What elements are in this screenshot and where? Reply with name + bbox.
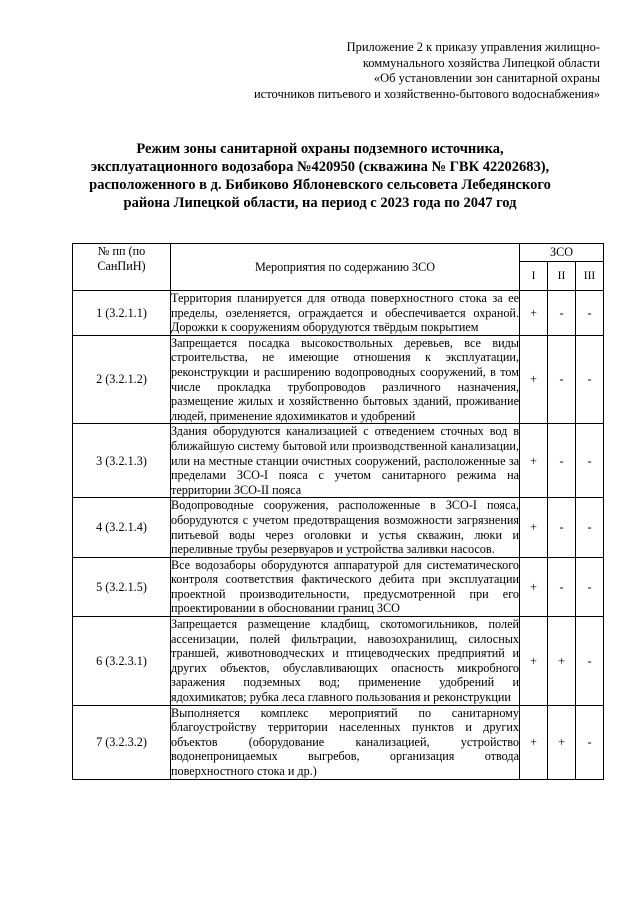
row-activity: Водопроводные сооружения, расположенные в ЗСО-I пояса, оборудуются с учетом предотвращения возможности загрязнения питьевой воды через оголовки и устья скважин, люки и переливные трубы резервуаров и устройства заливки насосов. (171, 498, 519, 557)
zone-2-mark: - (548, 557, 576, 616)
header-activity: Мероприятия по содержанию ЗСО (171, 244, 520, 291)
table-row (73, 335, 604, 424)
table-row (73, 617, 604, 706)
zone-1-mark: + (520, 291, 548, 336)
appendix-note (220, 40, 600, 102)
table-row (73, 557, 604, 616)
zone-3-mark: - (576, 557, 604, 616)
zone-2-mark: + (548, 617, 576, 706)
table-row (73, 705, 604, 779)
row-number: 3 (3.2.1.3) (73, 424, 171, 498)
zone-1-mark: + (520, 498, 548, 557)
appendix-line: Приложение 2 к приказу управления жилищно- (346, 40, 600, 54)
title-line: Режим зоны санитарной охраны подземного источника, (136, 141, 504, 157)
zone-3-mark: - (576, 617, 604, 706)
header-zso: ЗСО (520, 244, 604, 262)
header-num: № пп (по СанПиН) (73, 244, 171, 291)
zone-2-mark: + (548, 705, 576, 779)
row-number: 7 (3.2.3.2) (73, 705, 171, 779)
zso-measures-table (72, 243, 604, 780)
table-row (73, 424, 604, 498)
appendix-line: источников питьевого и хозяйственно-бытового водоснабжения» (253, 86, 600, 101)
row-activity: Запрещается размещение кладбищ, скотомогильников, полей ассенизации, полей фильтрации, навозохранилищ, силосных траншей, животноводческих и птицеводческих предприятий и других объектов, обуславливающих опасность микробного заражения подземных вод; применение удобрений и ядохимикатов; рубка леса главного пользования и реконструкции (171, 617, 519, 705)
row-activity: Здания оборудуются канализацией с отведением сточных вод в ближайшую систему бытовой или производственной канализации, или на местные станции очистных сооружений, расположенные за пределами ЗСО-I пояса с учетом санитарного режима на территории ЗСО-II пояса (171, 424, 519, 497)
row-activity: Все водозаборы оборудуются аппаратурой для систематического контроля соответствия фактического дебита при эксплуатации проектной производительности, предусмотренной при его проектировании в обосновании границ ЗСО (171, 557, 519, 616)
table-row (73, 498, 604, 557)
zone-1-mark: + (520, 705, 548, 779)
row-number: 4 (3.2.1.4) (73, 498, 171, 557)
row-activity: Выполняется комплекс мероприятий по санитарному благоустройству территории населенных пунктов и других объектов (оборудование канализацией, устройство водонепроницаемых выгребов, организация отвода поверхностного стока и др.) (171, 705, 519, 778)
zone-3-mark: - (576, 424, 604, 498)
row-number: 1 (3.2.1.1) (73, 291, 171, 336)
zone-2-mark: - (548, 498, 576, 557)
zone-3-mark: - (576, 335, 604, 424)
title-line: расположенного в д. Бибиково Яблоневского сельсовета Лебедянского (89, 177, 551, 193)
appendix-line: «Об установлении зон санитарной охраны (373, 71, 600, 85)
zone-2-mark: - (548, 335, 576, 424)
zone-1-mark: + (520, 617, 548, 706)
zone-3-mark: - (576, 705, 604, 779)
row-number: 5 (3.2.1.5) (73, 557, 171, 616)
row-activity: Запрещается посадка высокоствольных деревьев, все виды строительства, не имеющие отношения к эксплуатации, реконструкции и расширению водопроводных сооружений, в том числе прокладка трубопроводов различного назначения, размещение жилых и хозяйственно бытовых зданий, проживание людей, применение ядохимикатов и удобрений (171, 335, 519, 423)
zone-1-mark: + (520, 557, 548, 616)
zone-1-mark: + (520, 424, 548, 498)
row-number: 2 (3.2.1.2) (73, 335, 171, 424)
row-activity: Территория планируется для отвода поверхностного стока за ее пределы, озеленяется, ограждается и обеспечивается охраной. Дорожки к сооружениям оборудуются твёрдым покрытием (171, 291, 519, 335)
table-row (73, 291, 604, 336)
zone-1-mark: + (520, 335, 548, 424)
header-zone-3: III (576, 262, 604, 291)
zone-3-mark: - (576, 498, 604, 557)
zone-2-mark: - (548, 424, 576, 498)
title-line: района Липецкой области, на период с 2023 года по 2047 год (123, 195, 517, 211)
header-zone-1: I (520, 262, 548, 291)
row-number: 6 (3.2.3.1) (73, 617, 171, 706)
header-zone-2: II (548, 262, 576, 291)
zone-2-mark: - (548, 291, 576, 336)
title-line: эксплуатационного водозабора №420950 (скважина № ГВК 42202683), (90, 159, 550, 175)
zone-3-mark: - (576, 291, 604, 336)
appendix-line: коммунального хозяйства Липецкой области (362, 55, 600, 70)
document-title (70, 140, 570, 212)
